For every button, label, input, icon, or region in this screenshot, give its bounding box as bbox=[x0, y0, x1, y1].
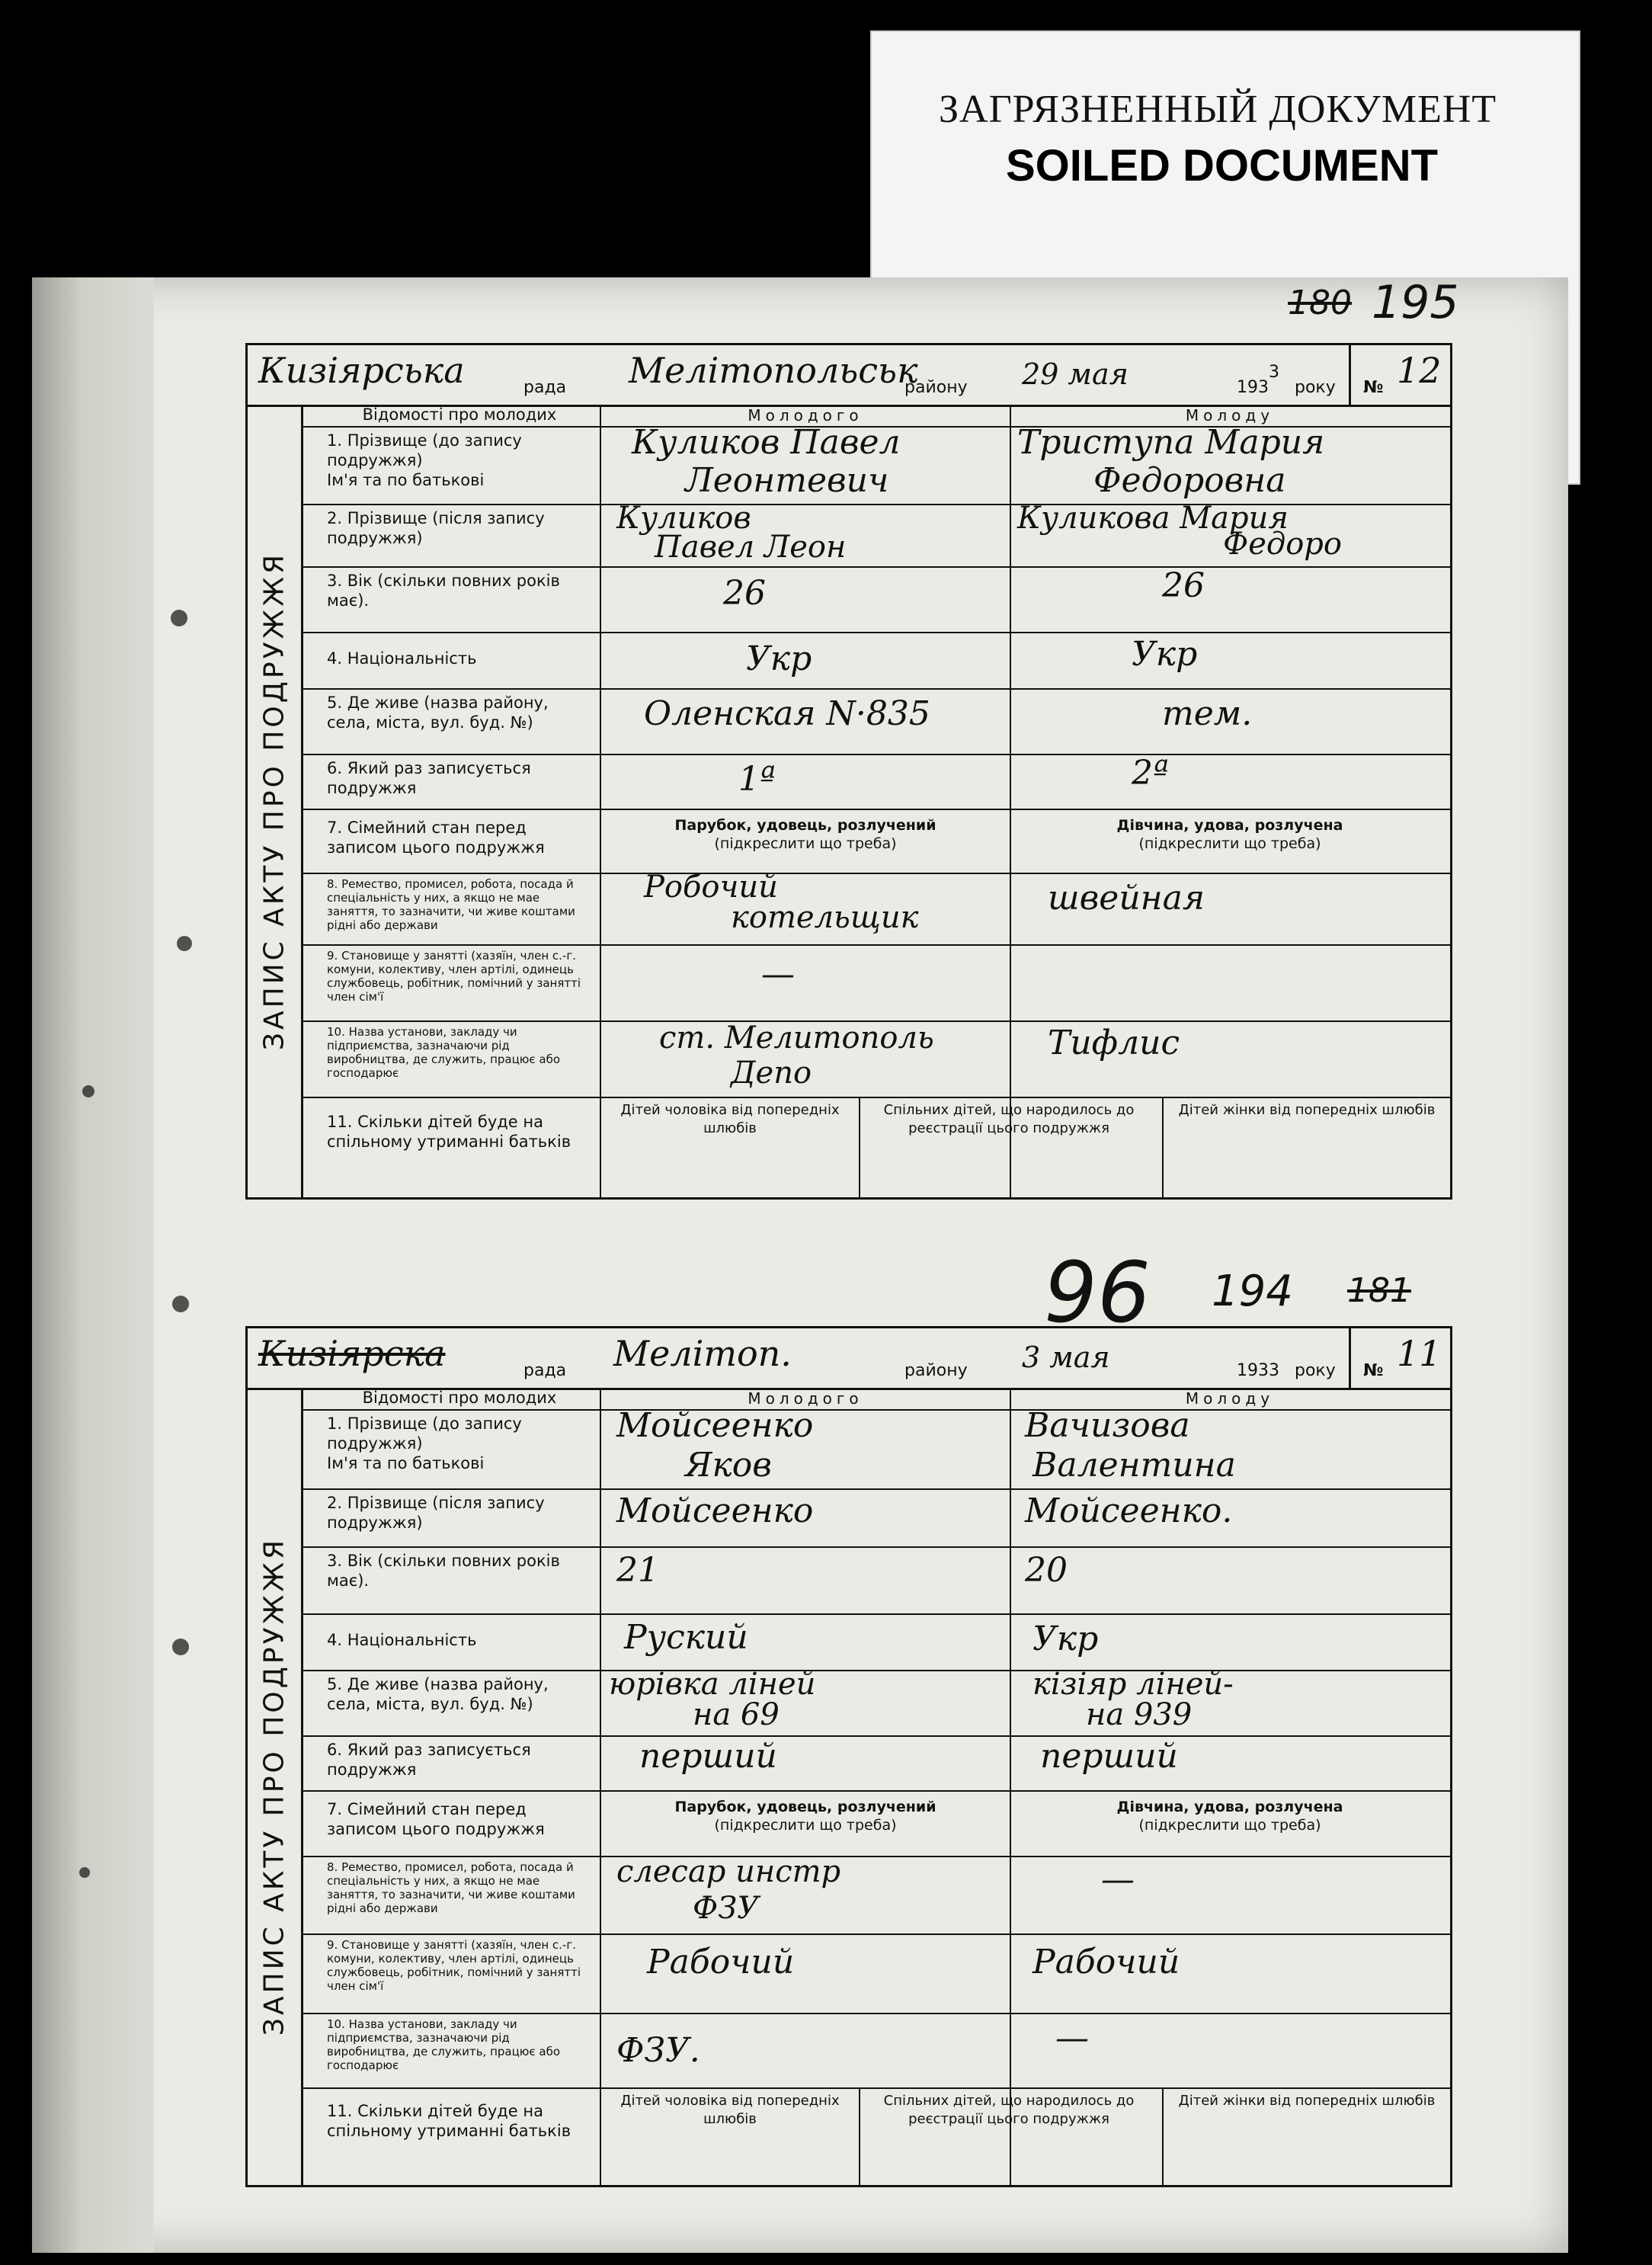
binding-spine bbox=[32, 277, 154, 2253]
row-name-before bbox=[301, 423, 1450, 505]
bride-workplace: — bbox=[1055, 2019, 1089, 2058]
groom-workplace-2: Депо bbox=[731, 1056, 812, 1091]
binding-hole bbox=[171, 610, 187, 626]
groom-job: слесар инстр bbox=[616, 1854, 841, 1889]
col-groom-header: Молодого bbox=[601, 405, 1011, 426]
bride-status-note: (підкреслити що треба) bbox=[1138, 1817, 1321, 1834]
groom-patronymic: Яков bbox=[685, 1446, 772, 1485]
row9-label: 9. Становище у занятті (хазяїн, член с.-г. комуни, колективу, член артілі, одинець службовець, робітник, помічний у занятті член сім'ї bbox=[301, 944, 601, 1020]
groom-job-2: ФЗУ bbox=[693, 1891, 760, 1926]
stamp-text-en: SOILED DOCUMENT bbox=[1006, 141, 1439, 191]
marriage-record-bottom bbox=[245, 1326, 1452, 2187]
bride-workplace: Тифлис bbox=[1048, 1024, 1180, 1062]
row1a-label: 1. Прізвище (до запису подружжя) bbox=[327, 1414, 522, 1453]
row3-label: 3. Вік (скільки повних років має). bbox=[301, 1546, 601, 1613]
groom-name-before: Куликов Павел bbox=[632, 423, 901, 462]
row8-label: 8. Ремество, промисел, робота, посада й спеціальність у них, а якщо не мае заняття, то зазначити, чи живе коштами рідні або держави bbox=[301, 873, 601, 944]
row6-label: 6. Який раз записується подружжя bbox=[301, 1735, 601, 1790]
bride-job: — bbox=[1101, 1860, 1135, 1899]
groom-job: Робочий bbox=[644, 870, 778, 905]
groom-status-options: Парубок, удовець, розлучений bbox=[674, 1799, 936, 1815]
page-number-bottom: 194 bbox=[1212, 1267, 1293, 1316]
rada-label: рада bbox=[523, 378, 567, 397]
side-title: ЗАПИС АКТУ ПРО ПОДРУЖЖЯ bbox=[258, 1536, 290, 2036]
row1b-label: Ім'я та по батькові bbox=[327, 1454, 485, 1472]
col-bride-header: Молоду bbox=[1185, 1389, 1275, 1408]
district-name: Мелiтопольськ bbox=[629, 350, 918, 391]
row-times bbox=[301, 1735, 1450, 1792]
district-label: району bbox=[904, 378, 968, 397]
page-number-bottom-struck: 181 bbox=[1347, 1271, 1411, 1310]
record-date: 29 мая bbox=[1022, 357, 1129, 391]
row3-label: 3. Вік (скільки повних років має). bbox=[301, 566, 601, 632]
rada-name: Кизiярска bbox=[258, 1333, 446, 1374]
row5-label: 5. Де живе (назва району, села, міста, вул. буд. №) bbox=[301, 1670, 601, 1735]
bride-patronymic: Федоровна bbox=[1093, 461, 1286, 500]
row4-label: 4. Національність bbox=[301, 1613, 601, 1670]
row11-label: 11. Скільки дітей буде на спільному утриманні батьків bbox=[301, 2087, 601, 2185]
groom-status-note: (підкреслити що треба) bbox=[714, 1817, 897, 1834]
groom-job-2: котельщик bbox=[731, 900, 919, 935]
bride-name-after: Мойсеенко. bbox=[1025, 1491, 1233, 1530]
binding-hole bbox=[172, 1639, 189, 1655]
side-title-column bbox=[248, 405, 303, 1197]
side-title: ЗАПИС АКТУ ПРО ПОДРУЖЖЯ bbox=[258, 551, 290, 1051]
row6-label: 6. Який раз записується подружжя bbox=[301, 754, 601, 809]
groom-age: 26 bbox=[723, 574, 766, 613]
row9-label: 9. Становище у занятті (хазяїн, член с.-г. комуни, колективу, член артілі, одинець службовець, робітник, помічний у занятті член сім'ї bbox=[301, 1933, 601, 2013]
binding-hole bbox=[82, 1085, 94, 1097]
groom-age: 21 bbox=[616, 1551, 659, 1590]
bride-address: тем. bbox=[1162, 694, 1253, 733]
groom-address: юрiвка лiней bbox=[609, 1667, 816, 1702]
row5-label: 5. Де живе (назва району, села, міста, вул. буд. №) bbox=[301, 688, 601, 754]
groom-nationality: Руский bbox=[624, 1618, 748, 1657]
record-number-box bbox=[1349, 345, 1450, 405]
row-workplace bbox=[301, 1020, 1450, 1098]
district-label: району bbox=[904, 1361, 968, 1380]
row8-label: 8. Ремество, промисел, робота, посада й спеціальність у них, а якщо не мае заняття, то зазначити, чи живе коштами рідні або держави bbox=[301, 1856, 601, 1933]
row-children bbox=[301, 2087, 1450, 2185]
number-sign: № bbox=[1363, 378, 1384, 397]
stamp-text-ru: ЗАГРЯЗНЕННЫЙ ДОКУМЕНТ bbox=[939, 88, 1497, 131]
year-prefix: 193 bbox=[1237, 378, 1269, 397]
groom-status-options: Парубок, удовець, розлучений bbox=[674, 817, 936, 834]
groom-times: 1ª bbox=[738, 760, 776, 799]
bride-nationality: Укр bbox=[1032, 1619, 1099, 1658]
kids-common: Спільних дітей, що народилось до реєстрації цього подружжя bbox=[883, 1102, 1135, 1136]
binding-hole bbox=[172, 1296, 189, 1312]
row2-label: 2. Прізвище (після запису подружжя) bbox=[301, 504, 601, 566]
page-number-top: 195 bbox=[1372, 276, 1459, 329]
row-times bbox=[301, 754, 1450, 810]
row-position bbox=[301, 944, 1450, 1022]
page-number-top-struck: 180 bbox=[1288, 284, 1352, 322]
col-groom-header: Молодого bbox=[601, 1388, 1011, 1409]
number-sign: № bbox=[1363, 1361, 1384, 1380]
record-header bbox=[248, 345, 1450, 407]
page-number-bottom-large: 96 bbox=[1044, 1244, 1151, 1341]
district-name: Мелiтоп. bbox=[613, 1333, 792, 1374]
groom-address-2: на 69 bbox=[693, 1697, 780, 1732]
row-marital-status bbox=[301, 809, 1450, 874]
kids-husband: Дітей чоловіка від попередніх шлюбів bbox=[601, 1097, 860, 1197]
groom-position: Рабочий bbox=[647, 1943, 795, 1981]
groom-status-note: (підкреслити що треба) bbox=[714, 835, 897, 852]
row-children bbox=[301, 1097, 1450, 1197]
row-age bbox=[301, 566, 1450, 633]
row7-label: 7. Сімейний стан перед записом цього подружжя bbox=[301, 1790, 601, 1856]
groom-workplace: ФЗУ. bbox=[616, 2031, 700, 2070]
row10-label: 10. Назва установи, закладу чи підприємства, зазначаючи рід виробництва, де служить, працює або господарює bbox=[301, 1020, 601, 1097]
rada-name: Кизiярська bbox=[258, 350, 465, 391]
bride-nationality: Укр bbox=[1132, 635, 1198, 674]
row-occupation bbox=[301, 1856, 1450, 1935]
bride-status-note: (підкреслити що треба) bbox=[1138, 835, 1321, 852]
groom-times: перший bbox=[639, 1737, 777, 1776]
record-header bbox=[248, 1328, 1450, 1390]
year-prefix: 193 bbox=[1237, 1361, 1269, 1380]
groom-name-before: Мойсеенко bbox=[616, 1406, 814, 1445]
row-workplace bbox=[301, 2013, 1450, 2089]
marriage-record-top bbox=[245, 343, 1452, 1200]
record-date: 3 мая bbox=[1022, 1341, 1110, 1374]
bride-name-after: Куликова Мария bbox=[1017, 501, 1289, 536]
year-label: року bbox=[1295, 378, 1336, 397]
row-name-before bbox=[301, 1406, 1450, 1490]
groom-name-after: Мойсеенко bbox=[616, 1491, 814, 1530]
kids-wife: Дітей жінки від попередніх шлюбів bbox=[1162, 1097, 1450, 1197]
record-number-box bbox=[1349, 1328, 1450, 1388]
row10-label: 10. Назва установи, закладу чи підприємства, зазначаючи рід виробництва, де служить, працює або господарює bbox=[301, 2013, 601, 2087]
bride-address: кiзiяр лiней- bbox=[1032, 1667, 1234, 1702]
groom-address: Оленская N·835 bbox=[644, 694, 930, 733]
year-label: року bbox=[1295, 1361, 1336, 1380]
record-number: 12 bbox=[1397, 350, 1442, 391]
bride-position: Рабочий bbox=[1032, 1943, 1180, 1981]
bride-job: швейная bbox=[1048, 879, 1205, 918]
row-name-after bbox=[301, 1488, 1450, 1548]
row11-label: 11. Скільки дітей буде на спільному утриманні батьків bbox=[301, 1097, 601, 1197]
groom-position: — bbox=[761, 955, 795, 994]
row-occupation bbox=[301, 870, 1450, 946]
binding-hole bbox=[177, 936, 192, 951]
bride-age: 26 bbox=[1162, 566, 1205, 605]
side-title-column bbox=[248, 1388, 303, 2185]
bride-status-options: Дівчина, удова, розлучена bbox=[1116, 817, 1343, 834]
row-name-after bbox=[301, 501, 1450, 568]
year-suffix: 3 bbox=[1269, 363, 1279, 382]
row1a-label: 1. Прізвище (до запису подружжя) bbox=[327, 431, 522, 469]
col-label-header: Відомості про молодих bbox=[362, 405, 557, 424]
groom-name-after: Куликов bbox=[616, 501, 751, 536]
bride-times: перший bbox=[1040, 1737, 1178, 1776]
kids-husband: Дітей чоловіка від попередніх шлюбів bbox=[601, 2087, 860, 2185]
col-bride-header: Молоду bbox=[1185, 406, 1275, 424]
groom-workplace: ст. Мелитополь bbox=[659, 1020, 934, 1056]
row-position bbox=[301, 1933, 1450, 2014]
row-address bbox=[301, 688, 1450, 755]
groom-nationality: Укр bbox=[746, 639, 812, 678]
col-label-header: Відомості про молодих bbox=[362, 1389, 557, 1407]
row-marital-status bbox=[301, 1790, 1450, 1857]
row1b-label: Ім'я та по батькові bbox=[327, 471, 485, 489]
row-nationality bbox=[301, 1613, 1450, 1671]
row-nationality bbox=[301, 632, 1450, 690]
bride-patronymic: Валентина bbox=[1032, 1446, 1236, 1485]
kids-common: Спільних дітей, що народилось до реєстрації цього подружжя bbox=[883, 2093, 1135, 2127]
bride-name-before: Триступа Мария bbox=[1017, 423, 1325, 462]
bride-name-after-2: Федоро bbox=[1223, 527, 1342, 562]
bride-status-options: Дівчина, удова, розлучена bbox=[1116, 1799, 1343, 1815]
bride-times: 2ª bbox=[1132, 754, 1169, 793]
bride-address-2: на 939 bbox=[1086, 1697, 1193, 1732]
groom-name-after-2: Павел Леон bbox=[655, 530, 847, 565]
row-address bbox=[301, 1667, 1450, 1737]
kids-wife: Дітей жінки від попередніх шлюбів bbox=[1162, 2087, 1450, 2185]
row7-label: 7. Сімейний стан перед записом цього подружжя bbox=[301, 809, 601, 873]
binding-hole bbox=[79, 1867, 90, 1878]
row4-label: 4. Національність bbox=[301, 632, 601, 688]
record-number: 11 bbox=[1397, 1333, 1442, 1374]
bride-age: 20 bbox=[1025, 1551, 1068, 1590]
row-age bbox=[301, 1546, 1450, 1615]
column-headers bbox=[301, 1388, 1450, 1411]
rada-label: рада bbox=[523, 1361, 567, 1380]
bride-name-before: Вачизова bbox=[1025, 1406, 1190, 1445]
row2-label: 2. Прізвище (після запису подружжя) bbox=[301, 1488, 601, 1546]
year-suffix: 3 bbox=[1269, 1361, 1279, 1380]
groom-patronymic: Леонтевич bbox=[685, 461, 889, 500]
